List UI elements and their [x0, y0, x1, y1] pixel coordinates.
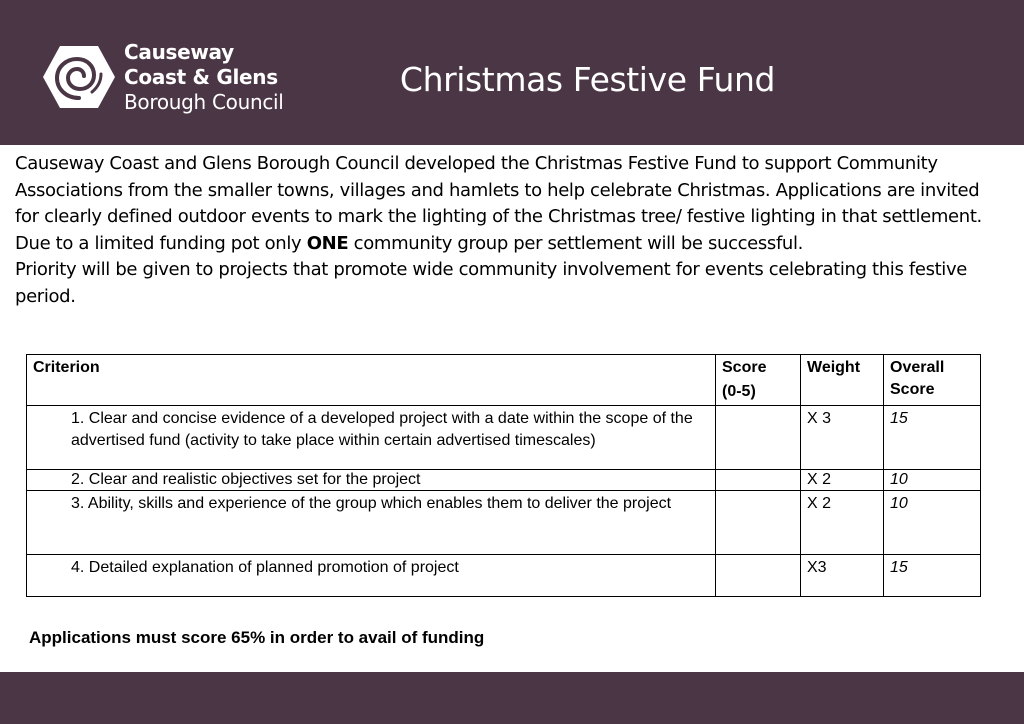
table-row: [27, 491, 981, 555]
score-cell: [716, 491, 801, 555]
score-header-line-2: (0-5): [722, 383, 756, 400]
overall-header: Overall Score: [884, 355, 981, 406]
table-row: [27, 470, 981, 491]
spiral-logo-icon: [42, 44, 116, 110]
intro-text: [15, 151, 1005, 310]
funding-footnote: Applications must score 65% in order to avail of funding: [29, 628, 485, 647]
score-cell: [716, 470, 801, 491]
table-row: [27, 406, 981, 470]
intro-p1-emphasis: ONE: [306, 232, 349, 254]
header-band: [0, 0, 1024, 145]
criterion-cell: 1. Clear and concise evidence of a developed project with a date within the scope of the advertised fund (activity to take place within certain advertised timescales): [27, 406, 716, 470]
footer-band: [0, 672, 1024, 724]
page-title: Christmas Festive Fund: [399, 60, 776, 99]
weight-cell: X 3: [801, 406, 884, 470]
logo-line-1: Causeway: [124, 40, 234, 64]
score-cell: [716, 555, 801, 597]
criteria-table: [26, 354, 981, 597]
intro-paragraph-1: [15, 151, 1005, 257]
weight-cell: X 2: [801, 470, 884, 491]
weight-cell: X3: [801, 555, 884, 597]
score-cell: [716, 406, 801, 470]
overall-cell: 15: [884, 555, 981, 597]
criterion-cell: 3. Ability, skills and experience of the group which enables them to deliver the project: [27, 491, 716, 555]
logo-wordmark: [124, 40, 284, 115]
weight-header: Weight: [801, 355, 884, 406]
overall-cell: 10: [884, 491, 981, 555]
overall-cell: 15: [884, 406, 981, 470]
intro-p1-start: Causeway Coast and Glens Borough Council developed the Christmas Festive Fund to support Community Associations from the smaller towns, villages and hamlets to help celebrate Christmas. Applications are invited for clearly defined outdoor events to mark the lighting of the Christmas tree/ festive lighting in that settlement. Due to a limited funding pot only: [15, 153, 982, 254]
table-header-row: [27, 355, 981, 406]
weight-cell: X 2: [801, 491, 884, 555]
overall-cell: 10: [884, 470, 981, 491]
logo-line-3: Borough Council: [124, 90, 284, 114]
table-row: [27, 555, 981, 597]
criterion-cell: 2. Clear and realistic objectives set for the project: [27, 470, 716, 491]
council-logo: [42, 40, 292, 120]
score-header-line-1: Score: [722, 359, 767, 376]
intro-paragraph-2: Priority will be given to projects that promote wide community involvement for events celebrating this festive period.: [15, 259, 967, 307]
criterion-header: Criterion: [27, 355, 716, 406]
logo-line-2: Coast & Glens: [124, 65, 278, 89]
intro-p1-end: community group per settlement will be successful.: [348, 232, 804, 254]
score-header: [716, 355, 801, 406]
criterion-cell: 4. Detailed explanation of planned promotion of project: [27, 555, 716, 597]
